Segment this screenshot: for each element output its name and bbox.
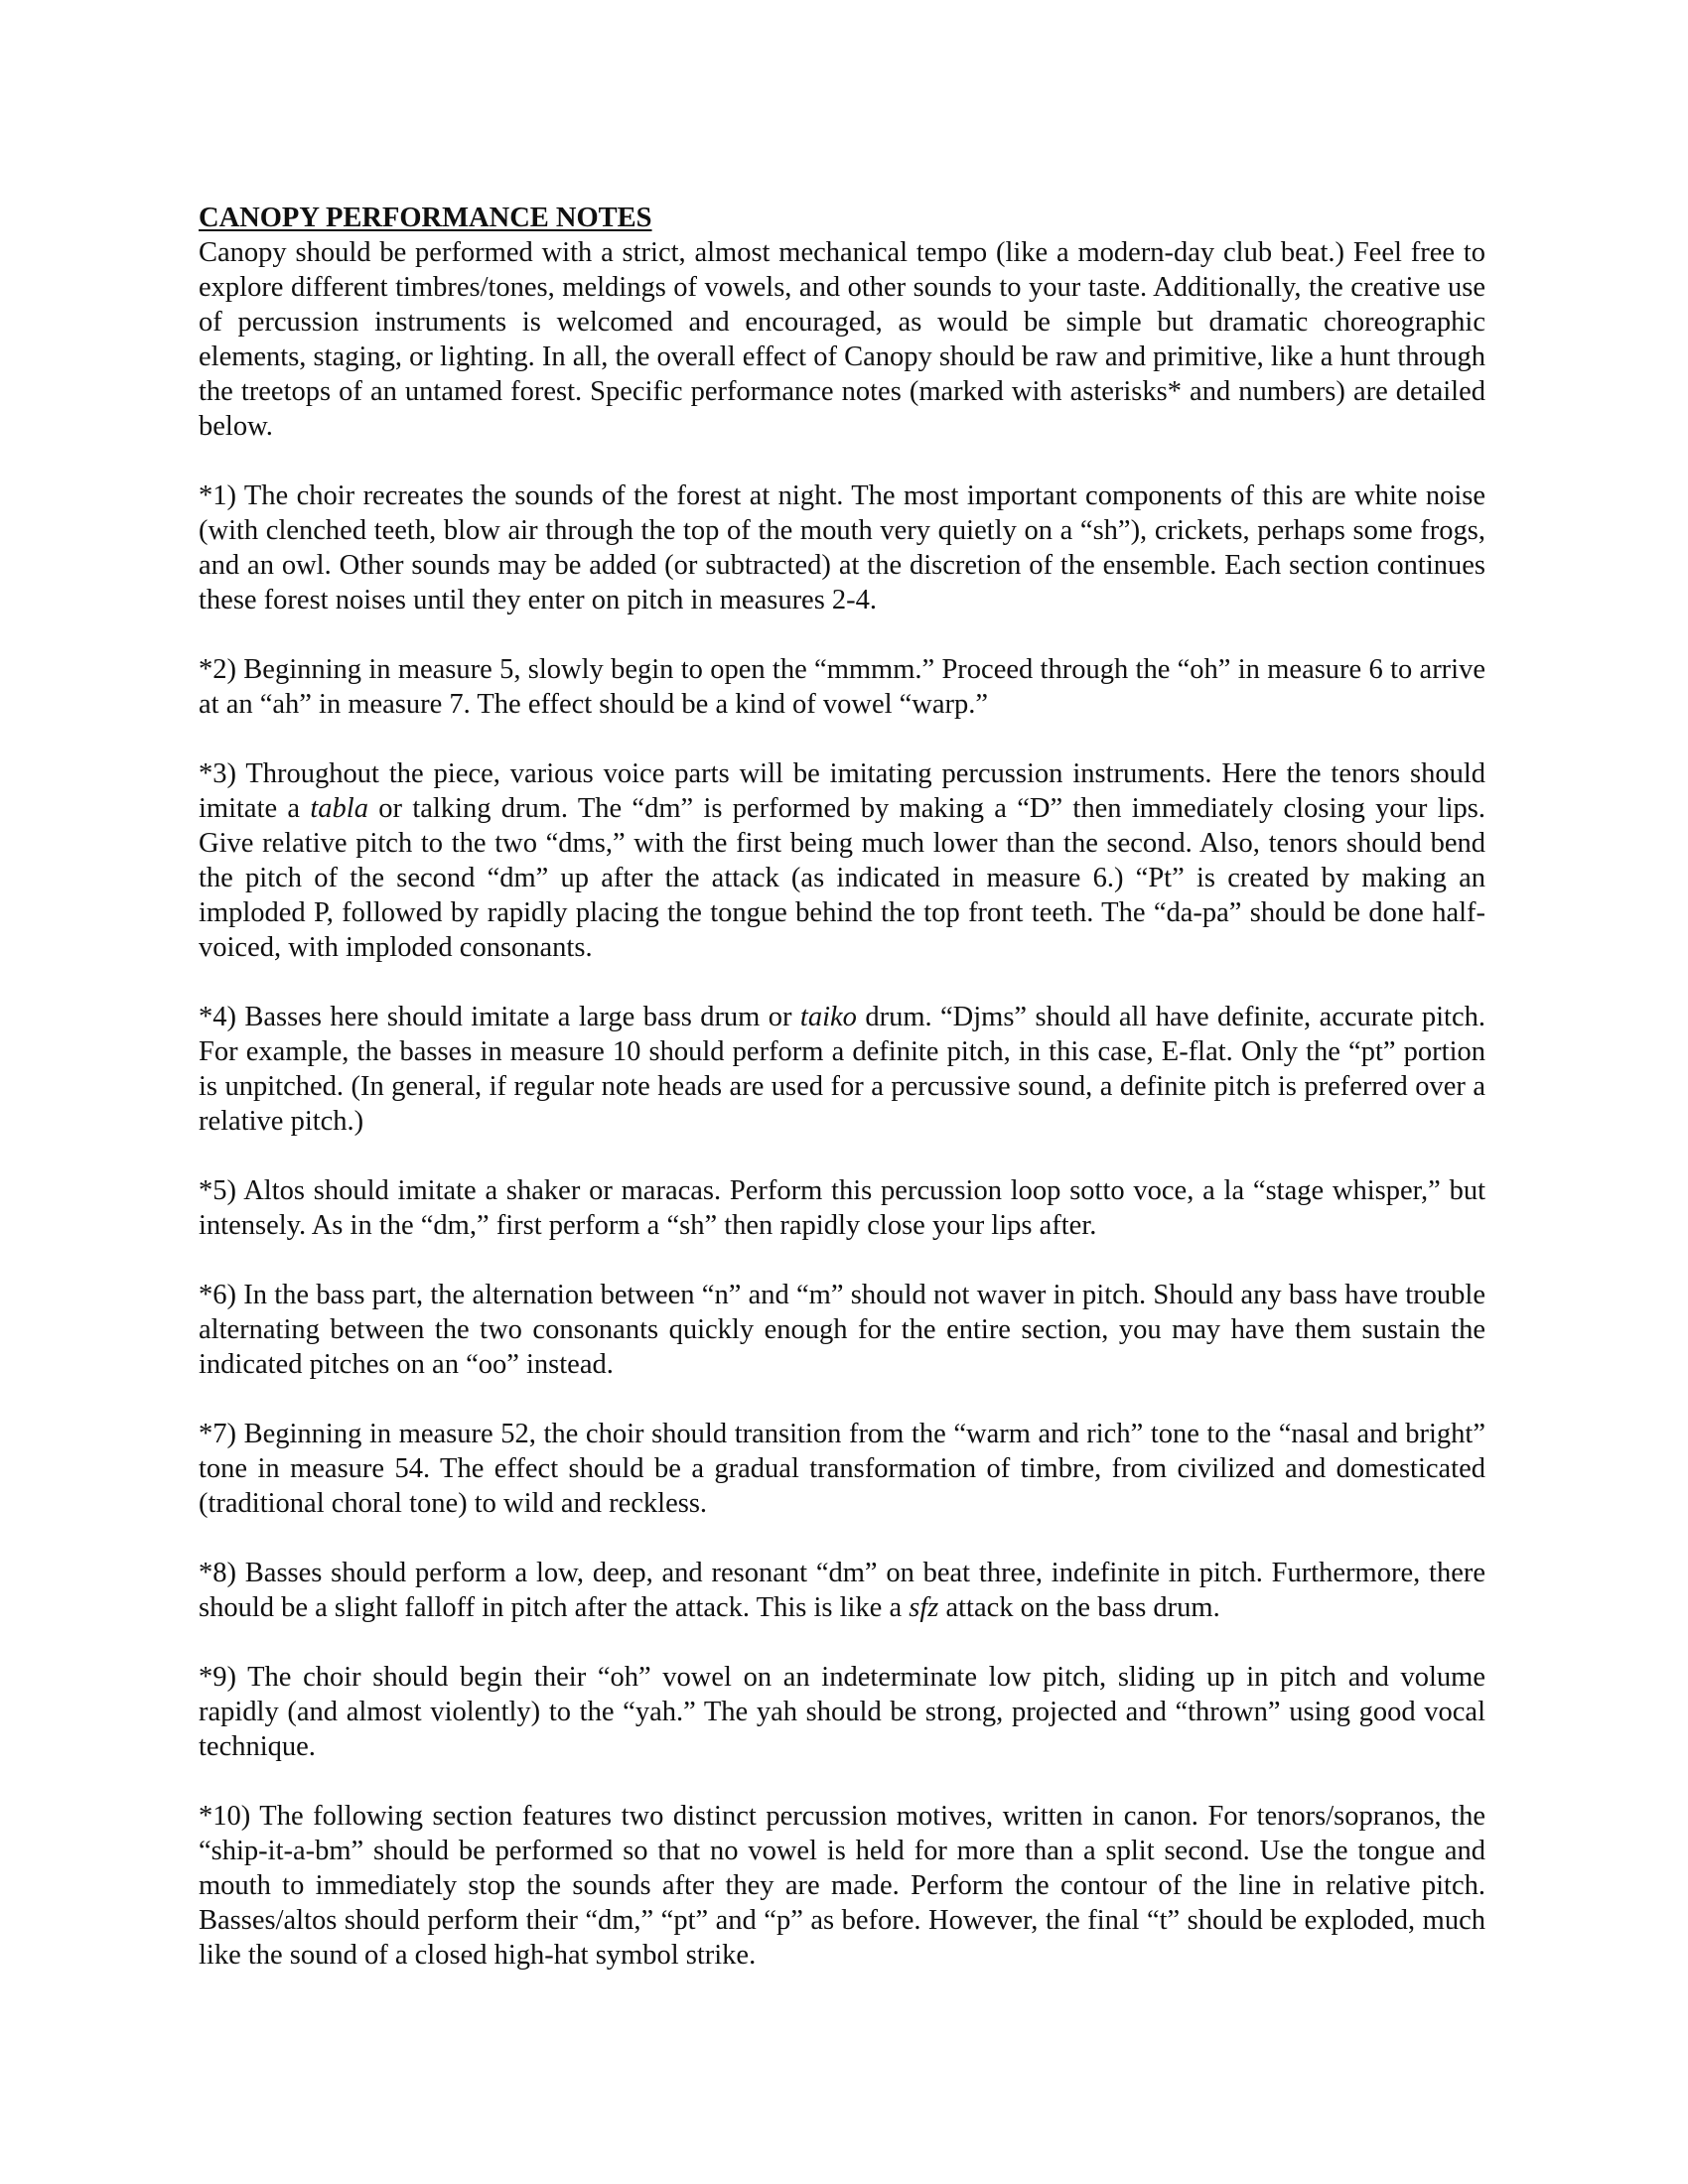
- intro-paragraph: Canopy should be performed with a strict, almost mechanical tempo (like a modern-day club beat.) Feel free to explore different timbres/tones, meldings of vowels, and other sounds to your taste. Additionally, the creative use of percussion instruments is welcomed and encouraged, as would be simple but dramatic choreographic elements, staging, or lighting. In all, the overall effect of Canopy should be raw and primitive, like a hunt through the treetops of an untamed forest. Specific performance notes (marked with asterisks* and numbers) are detailed below.: [199, 237, 1485, 442]
- note-text: or talking drum. The “dm” is performed by making a “D” then immediately closing your lips. Give relative pitch to the two “dms,” with the first being much lower than the second. Also, tenors should bend the pitch of the second “dm” up after the attack (as indicated in measure 6.) “Pt” is created by making an imploded P, followed by rapidly placing the tongue behind the top front teeth. The “da-pa” should be done half-voiced, with imploded consonants.: [199, 793, 1485, 963]
- performance-note-5: [199, 1173, 1485, 1243]
- document-page: [199, 201, 1485, 2007]
- italic-term: tabla: [310, 793, 368, 824]
- performance-note-10: [199, 1799, 1485, 1973]
- italic-term: taiko: [799, 1002, 857, 1032]
- performance-note-4: [199, 1000, 1485, 1139]
- performance-note-2: [199, 652, 1485, 722]
- note-text: *4) Basses here should imitate a large bass drum or: [199, 1002, 800, 1032]
- note-text: drum. “Djms” should all have definite, accurate pitch. For example, the basses in measure 10 should perform a definite pitch, in this case, E-flat. Only the “pt” portion is unpitched. (In general, if regular note heads are used for a percussive sound, a definite pitch is preferred over a relative pitch.): [199, 1002, 1486, 1137]
- italic-term: sfz: [909, 1592, 939, 1623]
- note-text: attack on the bass drum.: [938, 1592, 1220, 1623]
- performance-note-1: [199, 478, 1485, 617]
- performance-note-8: [199, 1556, 1485, 1625]
- performance-note-3: [199, 756, 1485, 965]
- performance-note-9: [199, 1660, 1485, 1764]
- performance-note-7: [199, 1417, 1485, 1521]
- note-text: *2) Beginning in measure 5, slowly begin to open the “mmmm.” Proceed through the “oh” in measure 6 to arrive at an “ah” in measure 7. The effect should be a kind of vowel “warp.”: [199, 654, 1485, 720]
- performance-notes-list: [199, 478, 1485, 1973]
- note-text: *1) The choir recreates the sounds of the forest at night. The most important components of this are white noise (with clenched teeth, blow air through the top of the mouth very quietly on a “sh”), crickets, perhaps some frogs, and an owl. Other sounds may be added (or subtracted) at the discretion of the ensemble. Each section continues these forest noises until they enter on pitch in measures 2-4.: [199, 480, 1485, 615]
- note-text: *7) Beginning in measure 52, the choir should transition from the “warm and rich” tone to the “nasal and bright” tone in measure 54. The effect should be a gradual transformation of timbre, from civilized and domesticated (traditional choral tone) to wild and reckless.: [199, 1419, 1485, 1519]
- note-text: *8) Basses should perform a low, deep, and resonant “dm” on beat three, indefinite in pitch. Furthermore, there should be a slight falloff in pitch after the attack. This is like a: [199, 1558, 1485, 1623]
- note-text: *3) Throughout the piece, various voice parts will be imitating percussion instruments. Here the tenors should imitate a: [199, 758, 1485, 824]
- page-title: CANOPY PERFORMANCE NOTES: [199, 203, 652, 233]
- note-text: *5) Altos should imitate a shaker or maracas. Perform this percussion loop sotto voce, a la “stage whisper,” but intensely. As in the “dm,” first perform a “sh” then rapidly close your lips after.: [199, 1175, 1485, 1241]
- note-text: *9) The choir should begin their “oh” vowel on an indeterminate low pitch, sliding up in pitch and volume rapidly (and almost violently) to the “yah.” The yah should be strong, projected and “thrown” using good vocal technique.: [199, 1662, 1485, 1762]
- performance-note-6: [199, 1278, 1485, 1382]
- note-text: *6) In the bass part, the alternation between “n” and “m” should not waver in pitch. Should any bass have trouble alternating between the two consonants quickly enough for the entire section, you may have them sustain the indicated pitches on an “oo” instead.: [199, 1280, 1485, 1380]
- note-text: *10) The following section features two distinct percussion motives, written in canon. For tenors/sopranos, the “ship-it-a-bm” should be performed so that no vowel is held for more than a split second. Use the tongue and mouth to immediately stop the sounds after they are made. Perform the contour of the line in relative pitch. Basses/altos should perform their “dm,” “pt” and “p” as before. However, the final “t” should be exploded, much like the sound of a closed high-hat symbol strike.: [199, 1801, 1485, 1971]
